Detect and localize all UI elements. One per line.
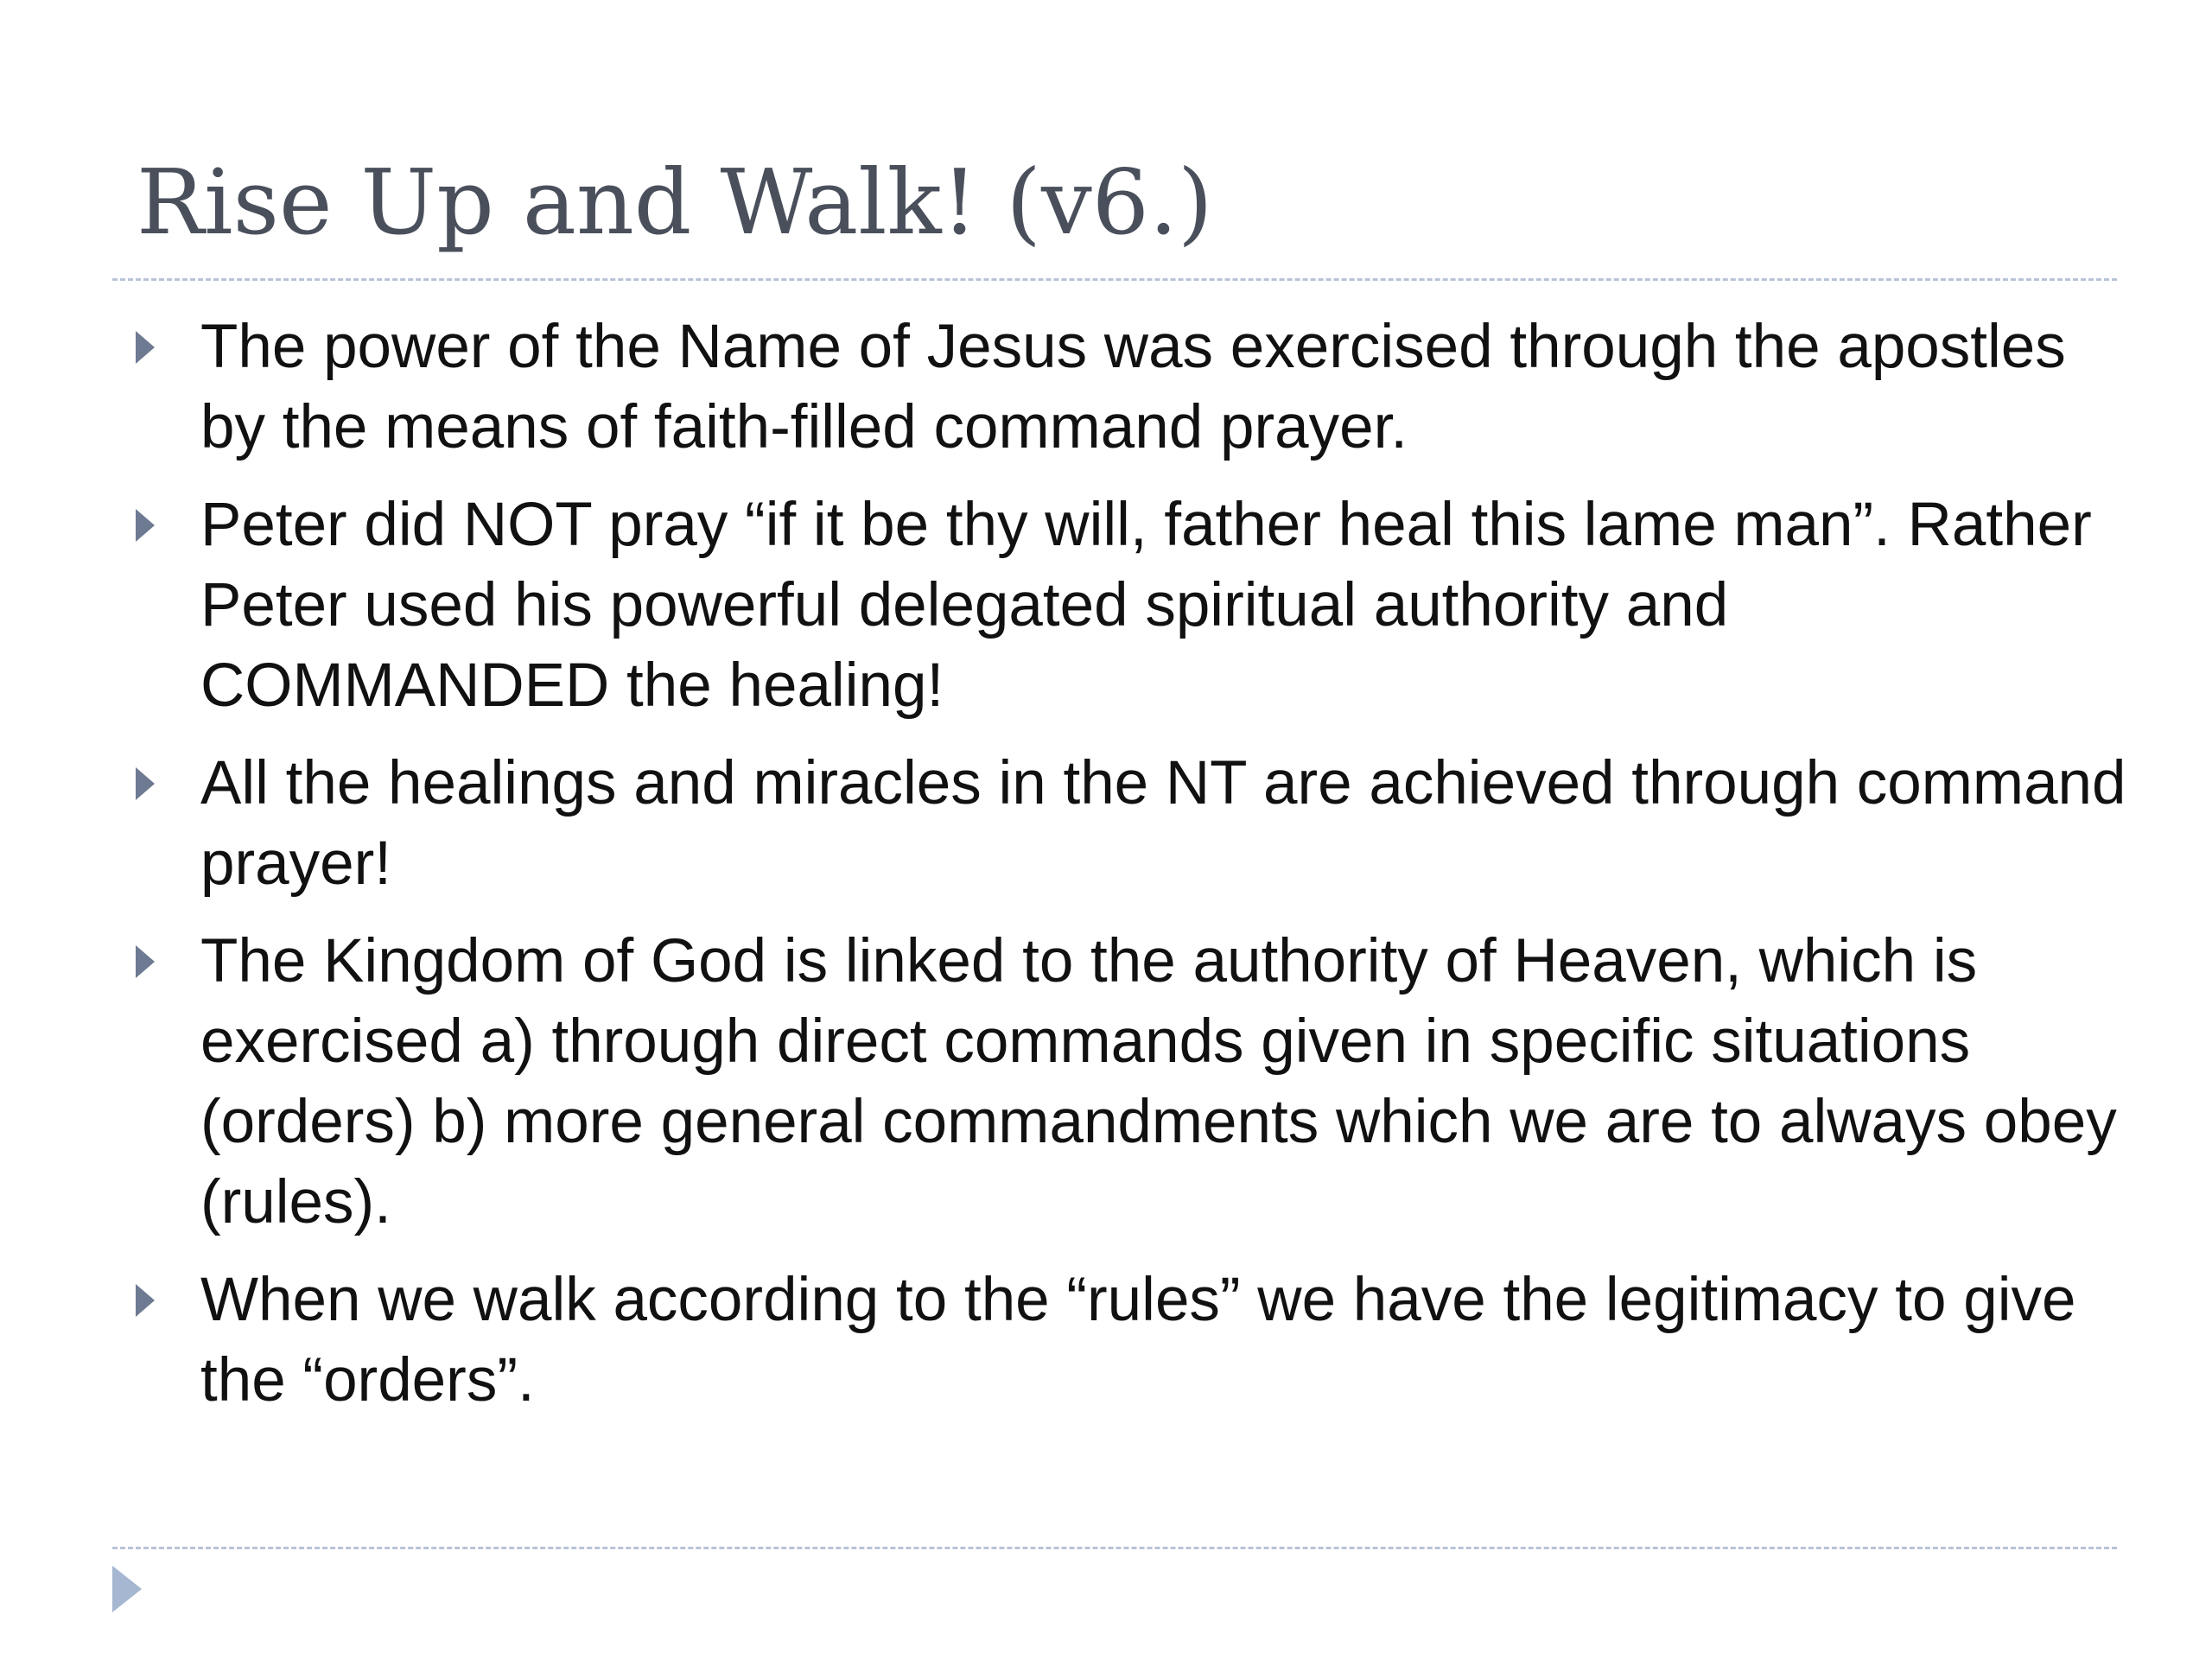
- bullet-text: Peter did NOT pray “if it be thy will, father heal this lame man”. Rather Peter used his powerful delegated spiritual authority and COMMANDED the healing!: [200, 491, 2092, 720]
- slide-title: Rise Up and Walk! (v6.): [137, 149, 1213, 255]
- bullet-text: All the healings and miracles in the NT are achieved through command prayer!: [200, 749, 2126, 898]
- bullet-item: [134, 307, 2139, 467]
- play-triangle-icon: [112, 1566, 142, 1612]
- bullet-item: [134, 1260, 2139, 1421]
- bullet-item: [134, 485, 2139, 726]
- triangle-bullet-icon: [136, 945, 155, 978]
- bullet-item: [134, 921, 2139, 1243]
- triangle-bullet-icon: [136, 509, 155, 542]
- triangle-bullet-icon: [136, 767, 155, 800]
- bottom-divider: [112, 1547, 2117, 1549]
- bullet-item: [134, 743, 2139, 904]
- bullet-list: [134, 307, 2139, 1438]
- triangle-bullet-icon: [136, 331, 155, 364]
- triangle-bullet-icon: [136, 1284, 155, 1317]
- bullet-text: The power of the Name of Jesus was exercised through the apostles by the means of faith-filled command prayer.: [200, 313, 2066, 461]
- bullet-text: When we walk according to the “rules” we have the legitimacy to give the “orders”.: [200, 1266, 2076, 1414]
- top-divider: [112, 278, 2117, 281]
- bullet-text: The Kingdom of God is linked to the authority of Heaven, which is exercised a) through direct commands given in specific situations (orders) b) more general commandments which we are to always obey (rules).: [200, 927, 2117, 1236]
